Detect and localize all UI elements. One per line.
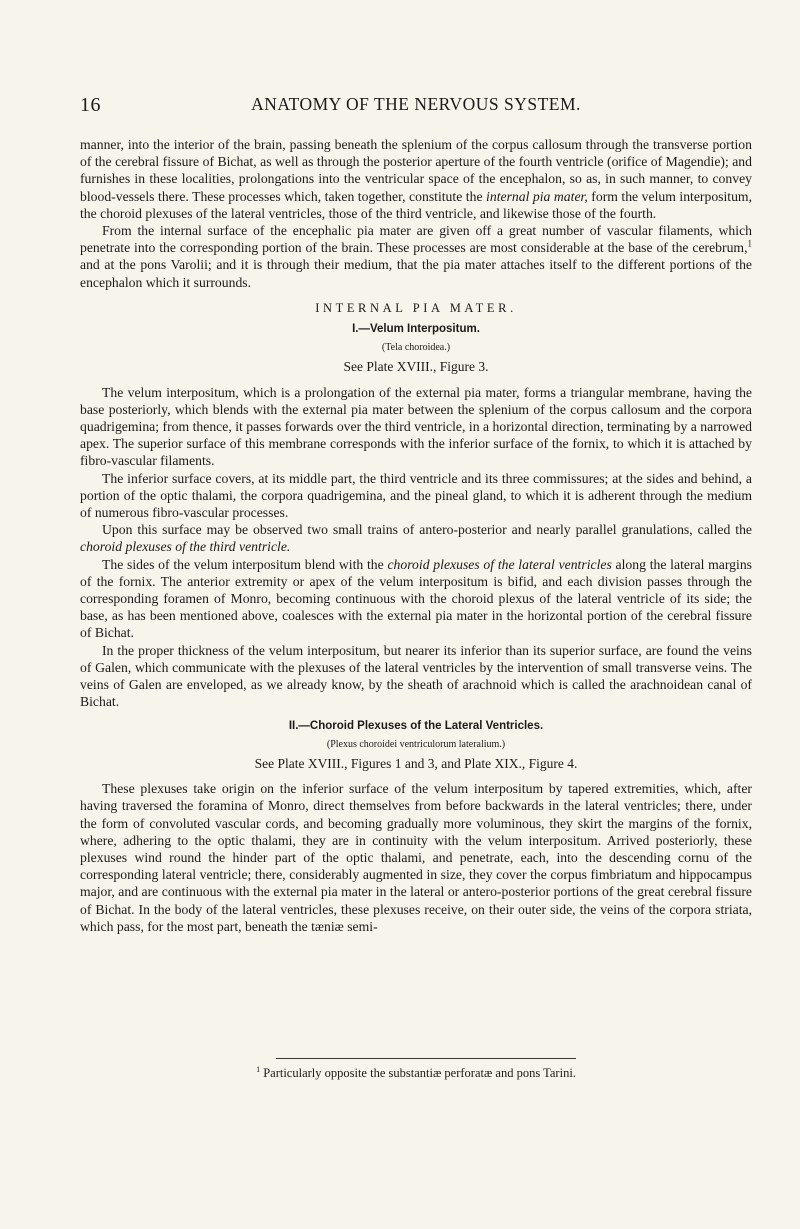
footnote-divider — [276, 1058, 576, 1059]
page-header — [80, 94, 752, 120]
page-number: 16 — [80, 94, 101, 116]
section-heading: II.—Choroid Plexuses of the Lateral Ventricles. — [288, 719, 544, 732]
paragraph: The sides of the velum interpositum blend with the choroid plexuses of the lateral ventricles along the lateral margins of the fornix. The anterior extremity or apex of the velum interpositum is bifid, and each division passes through the corresponding foramen of Monro, becoming continuous with the choroid plexus of the lateral ventricle of its side; the base, as has been mentioned above, coalesces with the external pia mater in the horizontal portion of the cerebral fissure of Bichat. — [80, 556, 752, 641]
plate-reference: See Plate XVIII., Figures 1 and 3, and Plate XIX., Figure 4. — [254, 755, 578, 771]
section-heading: I.—Velum Interpositum. — [352, 323, 480, 336]
paragraph: The inferior surface covers, at its middle part, the third ventricle and its three commissures; at the sides and behind, a portion of the optic thalami, the corpora quadrigemina, and the pineal gland, to which it is adherent through the medium of numerous fibro-vascular processes. — [80, 470, 752, 521]
paragraph: The velum interpositum, which is a prolongation of the external pia mater, forms a triangular membrane, having the base posteriorly, which blends with the external pia mater between the splenium of the corpus callosum and the corpora quadrigemina; from thence, it passes forwards over the third ventricle, in a horizontal direction, terminating by a narrowed apex. The superior surface of this membrane corresponds with the inferior surface of the fornix, to which it is attached by fibro-vascular filaments. — [80, 384, 752, 469]
section-latin-name: (Tela choroidea.) — [381, 342, 451, 354]
paragraph: manner, into the interior of the brain, passing beneath the splenium of the corpus callosum through the transverse portion of the cerebral fissure of Bichat, as well as through the posterior aperture of the fourth ventricle (orifice of Magendie); and furnishes in these localities, prolongations into the ventricular space of the encephalon, so as, in such manner, to convey blood-vessels there. These processes which, taken together, constitute the internal pia mater, form the velum interpositum, the choroid plexuses of the lateral ventricles, those of the third ventricle, and likewise those of the fourth. — [80, 137, 753, 221]
main-heading: INTERNAL PIA MATER. — [315, 300, 517, 315]
paragraph: In the proper thickness of the velum interpositum, but nearer its inferior than its superior surface, are found the veins of Galen, which communicate with the plexuses of the lateral ventricles by the intervention of small transverse veins. The veins of Galen are enveloped, as we already know, by the sheath of arachnoid which is called the arachnoidean canal of Bichat. — [80, 642, 752, 710]
paragraph: These plexuses take origin on the inferior surface of the velum interpositum by tapered extremities, which, after having traversed the foramina of Monro, direct themselves from before backwards in the lateral ventricles; there, under the form of convoluted vascular cords, and becoming gradually more voluminous, they skirt the margins of the fornix, where, adhering to the optic thalami, they are in continuity with the velum interpositum. Arrived posteriorly, these plexuses wind round the hinder part of the optic thalami, and penetrate, each, into the descending cornu of the corresponding lateral ventricle; there, considerably augmented in size, they cover the corpus fimbriatum and hippocampus major, and are continuous with the external pia mater in the lateral or antero-posterior portions of the great cerebral fissure of Bichat. In the body of the lateral ventricles, these plexuses receive, on their outer side, the veins of the corpora striata, which pass, for the most part, beneath the tæniæ semi- — [80, 781, 752, 934]
footnote-reference: 1 — [747, 238, 752, 249]
paragraph: From the internal surface of the encephalic pia mater are given off a great number of vascular filaments, which penetrate into the corresponding portion of the brain. These processes are most considerable at the base of the cerebrum,$^1$ and at the pons Varolii; and it is through their medium, that the pia mater attaches itself to the different portions of the encephalon which it surrounds. — [80, 223, 752, 290]
paragraph: Upon this surface may be observed two small trains of antero-posterior and nearly parallel granulations, called the choroid plexuses of the third ventricle. — [80, 522, 752, 555]
running-title: ANATOMY OF THE NERVOUS SYSTEM. — [251, 94, 581, 114]
body-text — [80, 136, 752, 935]
section-latin-name: (Plexus choroidei ventriculorum lateralium.) — [326, 738, 506, 750]
footnote: $^1$ Particularly opposite the substantiæ perforatæ and pons Tarini. — [256, 1064, 576, 1080]
plate-reference: See Plate XVIII., Figure 3. — [343, 359, 489, 375]
